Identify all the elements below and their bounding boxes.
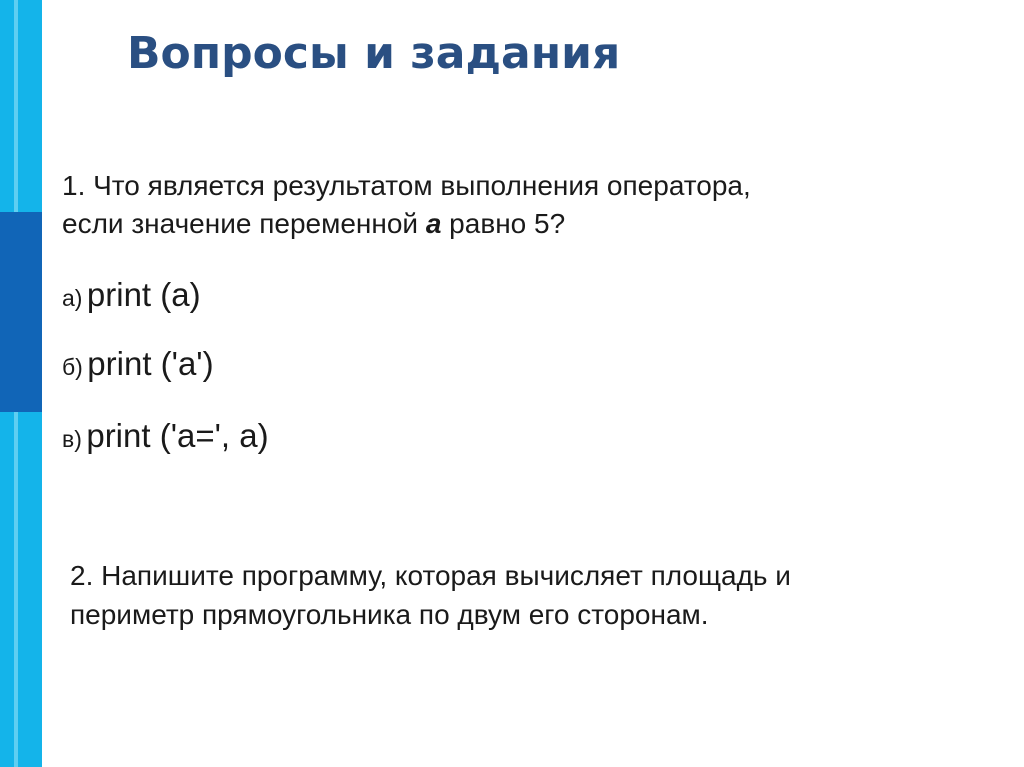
question-2 xyxy=(70,556,990,634)
question-1-line2-start: если значение переменной xyxy=(62,208,426,239)
option-letter: б) xyxy=(62,354,83,380)
question-1-line2-end: равно 5? xyxy=(441,208,566,239)
slide-title: Вопросы и задания xyxy=(127,28,621,79)
option-v xyxy=(62,417,269,455)
question-1 xyxy=(62,167,962,243)
option-letter: в) xyxy=(62,426,82,452)
question-2-line2: периметр прямоугольника по двум его сторонам. xyxy=(70,599,709,630)
left-accent-bar xyxy=(0,0,42,767)
option-code: print ('a=', a) xyxy=(86,417,269,454)
question-2-line1: 2. Напишите программу, которая вычисляет площадь и xyxy=(70,560,791,591)
option-letter: а) xyxy=(62,285,83,311)
option-code: print (a) xyxy=(86,276,201,313)
accent-block xyxy=(0,212,42,412)
option-b xyxy=(62,345,214,383)
option-a xyxy=(62,276,201,314)
variable-name: a xyxy=(425,208,442,239)
question-1-line1: 1. Что является результатом выполнения оператора, xyxy=(62,170,751,201)
option-code: print ('a') xyxy=(87,345,214,382)
